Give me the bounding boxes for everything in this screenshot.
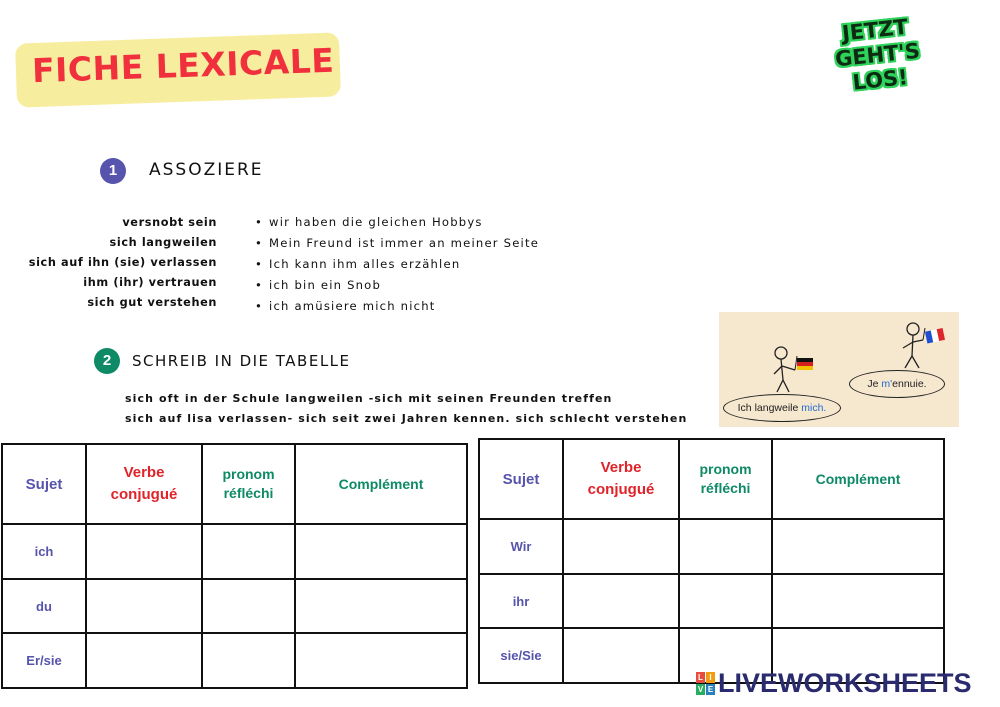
left-expression-list: [0, 213, 217, 313]
expression-line-2: sich auf lisa verlassen- sich seit zwei Jahren kennen. sich schlecht verstehen: [125, 412, 688, 425]
table-row: [479, 574, 944, 628]
conjugation-table-right: [478, 438, 945, 684]
conjugation-table-left: [1, 443, 468, 689]
answer-cell[interactable]: [679, 519, 772, 574]
header-complement: Complément: [772, 439, 944, 519]
header-pronom-reflechi: pronom réfléchi: [679, 439, 772, 519]
answer-cell[interactable]: [202, 633, 295, 688]
table-row: [2, 579, 467, 633]
header-sujet: Sujet: [479, 439, 563, 519]
answer-cell[interactable]: [772, 574, 944, 628]
left-item: sich gut verstehen: [87, 296, 217, 309]
answer-cell[interactable]: [86, 633, 202, 688]
speech-bubble-german: Ich langweile mich.: [723, 394, 841, 422]
expression-line-1: sich oft in der Schule langweilen -sich mit seinen Freunden treffen: [125, 392, 613, 405]
speech-bubble-french: Je m'ennuie.: [849, 370, 945, 398]
table-header-row: [2, 444, 467, 524]
row-subject: ich: [2, 524, 86, 579]
header-sujet: Sujet: [2, 444, 86, 524]
right-item: • Ich kann ihm alles erzählen: [255, 254, 539, 275]
liveworksheets-logo-icon: L I V E: [697, 673, 714, 694]
row-subject: Wir: [479, 519, 563, 574]
header-verbe-conjugue: Verbe conjugué: [563, 439, 679, 519]
left-item: ihm (ihr) vertrauen: [83, 276, 217, 289]
table-row: [479, 519, 944, 574]
table-row: [2, 524, 467, 579]
row-subject: ihr: [479, 574, 563, 628]
section-1-badge: 1: [100, 158, 126, 184]
answer-cell[interactable]: [679, 574, 772, 628]
table-header-row: [479, 439, 944, 519]
row-subject: du: [2, 579, 86, 633]
answer-cell[interactable]: [563, 628, 679, 683]
jetzt-gehts-los-logo: JETZT GEHT'S LOS!: [834, 14, 922, 95]
answer-cell[interactable]: [202, 524, 295, 579]
illustration-panel: [719, 312, 959, 427]
section-1-title: ASSOZIERE: [149, 160, 264, 180]
liveworksheets-watermark: [696, 668, 972, 699]
answer-cell[interactable]: [295, 524, 467, 579]
header-verbe-conjugue: Verbe conjugué: [86, 444, 202, 524]
row-subject: sie/Sie: [479, 628, 563, 683]
answer-cell[interactable]: [86, 579, 202, 633]
header-pronom-reflechi: pronom réfléchi: [202, 444, 295, 524]
answer-cell[interactable]: [86, 524, 202, 579]
answer-cell[interactable]: [295, 579, 467, 633]
left-item: sich langweilen: [109, 236, 217, 249]
liveworksheets-text: LIVEWORKSHEETS: [718, 668, 972, 698]
section-2-badge: 2: [94, 348, 120, 374]
right-sentence-list: [255, 212, 539, 317]
right-item: • Mein Freund ist immer an meiner Seite: [255, 233, 539, 254]
right-item: • ich bin ein Snob: [255, 275, 539, 296]
table-row: [2, 633, 467, 688]
answer-cell[interactable]: [563, 519, 679, 574]
section-2-title: SCHREIB IN DIE TABELLE: [132, 352, 351, 370]
left-item: sich auf ihn (sie) verlassen: [28, 256, 217, 269]
answer-cell[interactable]: [563, 574, 679, 628]
answer-cell[interactable]: [295, 633, 467, 688]
header-complement: Complément: [295, 444, 467, 524]
answer-cell[interactable]: [202, 579, 295, 633]
right-item: • wir haben die gleichen Hobbys: [255, 212, 539, 233]
page-title: FICHE LEXICALE: [31, 40, 335, 91]
left-item: versnobt sein: [122, 216, 217, 229]
row-subject: Er/sie: [2, 633, 86, 688]
answer-cell[interactable]: [772, 519, 944, 574]
right-item: • ich amüsiere mich nicht: [255, 296, 539, 317]
